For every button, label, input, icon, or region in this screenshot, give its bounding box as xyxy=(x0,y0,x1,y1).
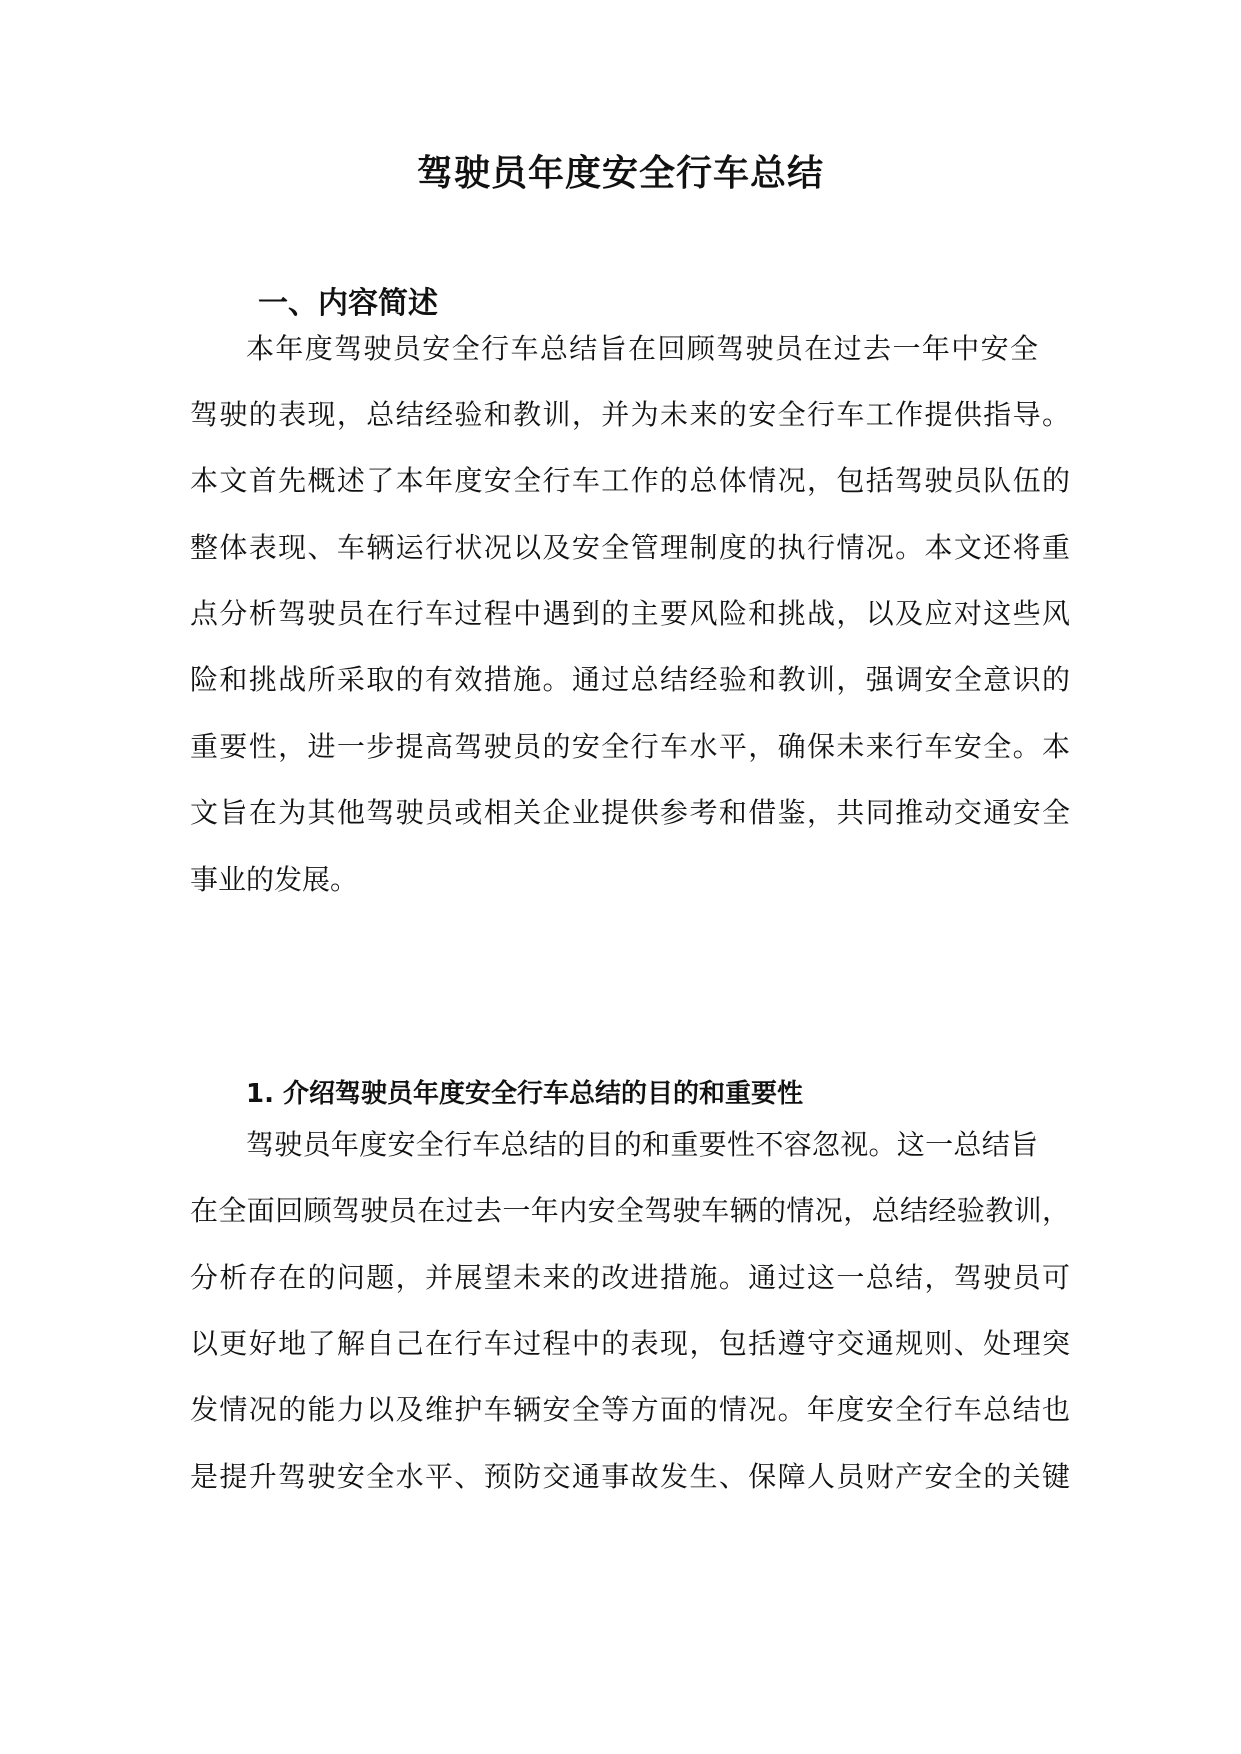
paragraph-line: 在全面回顾驾驶员在过去一年内安全驾驶车辆的情况，总结经验教训， xyxy=(190,1194,1070,1227)
paragraph-line: 本年度驾驶员安全行车总结旨在回顾驾驶员在过去一年中安全 xyxy=(246,332,1038,365)
paragraph-line: 驾驶的表现，总结经验和教训，并为未来的安全行车工作提供指导。 xyxy=(190,398,1070,431)
paragraph-line: 发情况的能力以及维护车辆安全等方面的情况。年度安全行车总结也 xyxy=(190,1393,1070,1426)
paragraph-line: 事业的发展。 xyxy=(190,863,359,896)
paragraph-line: 整体表现、车辆运行状况以及安全管理制度的执行情况。本文还将重 xyxy=(190,531,1070,564)
paragraph-line: 文旨在为其他驾驶员或相关企业提供参考和借鉴，共同推动交通安全 xyxy=(190,796,1070,829)
paragraph-line: 以更好地了解自己在行车过程中的表现，包括遵守交通规则、处理突 xyxy=(190,1327,1070,1360)
subsection-heading-purpose: 1. 介绍驾驶员年度安全行车总结的目的和重要性 xyxy=(246,1079,804,1109)
paragraph-line: 驾驶员年度安全行车总结的目的和重要性不容忽视。这一总结旨 xyxy=(246,1128,1038,1161)
paragraph-line: 本文首先概述了本年度安全行车工作的总体情况，包括驾驶员队伍的 xyxy=(190,464,1070,497)
document-title: 驾驶员年度安全行车总结 xyxy=(416,153,824,194)
paragraph-line: 分析存在的问题，并展望未来的改进措施。通过这一总结，驾驶员可 xyxy=(190,1261,1070,1294)
section-heading-overview: 一、内容简述 xyxy=(258,286,438,321)
paragraph-line: 险和挑战所采取的有效措施。通过总结经验和教训，强调安全意识的 xyxy=(190,663,1070,696)
paragraph-line: 重要性，进一步提高驾驶员的安全行车水平，确保未来行车安全。本 xyxy=(190,730,1070,763)
paragraph-line: 是提升驾驶安全水平、预防交通事故发生、保障人员财产安全的关键 xyxy=(190,1460,1070,1493)
paragraph-line: 点分析驾驶员在行车过程中遇到的主要风险和挑战，以及应对这些风 xyxy=(190,597,1070,630)
